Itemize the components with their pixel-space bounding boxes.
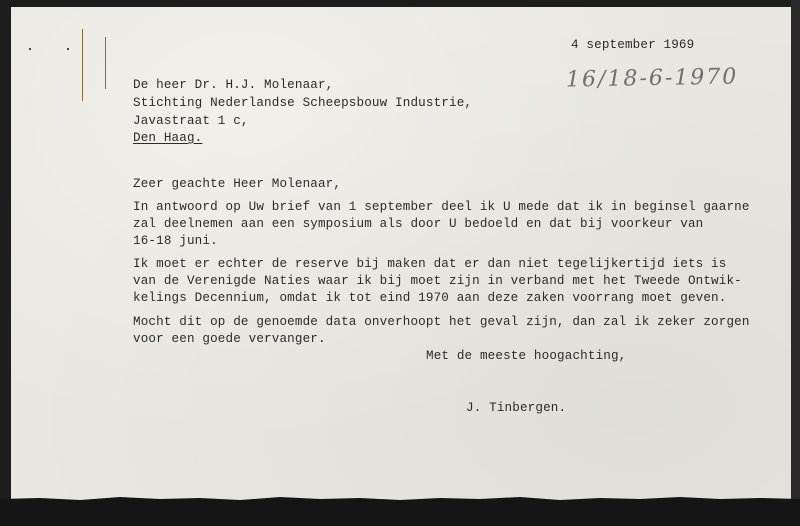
paragraph-line: van de Verenigde Naties waar ik bij moet zijn in verband met het Tweede Ontwik- xyxy=(133,274,742,288)
paragraph-line: voor een goede vervanger. xyxy=(133,332,326,346)
recipient-city: Den Haag. xyxy=(133,131,203,145)
paragraph-line: In antwoord op Uw brief van 1 september deel ik U mede dat ik in beginsel gaarne xyxy=(133,200,750,214)
closing-line: Met de meeste hoogachting, xyxy=(426,349,627,363)
salutation: Zeer geachte Heer Molenaar, xyxy=(133,177,342,191)
paragraph-line: 16-18 juni. xyxy=(133,234,218,248)
signature-name: J. Tinbergen. xyxy=(466,401,567,415)
letter-date: 4 september 1969 xyxy=(571,38,695,52)
paragraph-line: Ik moet er echter de reserve bij maken dat er dan niet tegelijkertijd iets is xyxy=(133,257,727,271)
torn-paper-edge xyxy=(0,500,800,526)
paragraph-line: kelings Decennium, omdat ik tot eind 1970 aan deze zaken voorrang moet geven. xyxy=(133,291,727,305)
margin-mark-left xyxy=(82,29,83,101)
margin-dot xyxy=(29,48,31,50)
scan-edge xyxy=(791,0,800,526)
paragraph-line: zal deelnemen aan een symposium als door U bedoeld en dat bij voorkeur van xyxy=(133,217,704,231)
recipient-name: De heer Dr. H.J. Molenaar, xyxy=(133,78,334,92)
recipient-street: Javastraat 1 c, xyxy=(133,114,249,128)
recipient-organization: Stichting Nederlandse Scheepsbouw Industrie, xyxy=(133,96,473,110)
handwritten-date-note: 16/18-6-1970 xyxy=(565,64,739,93)
margin-dot xyxy=(67,48,69,50)
margin-mark-right xyxy=(105,37,106,89)
torn-edge-shape xyxy=(0,492,800,506)
paragraph-line: Mocht dit op de genoemde data onverhoopt het geval zijn, dan zal ik zeker zorgen xyxy=(133,315,750,329)
